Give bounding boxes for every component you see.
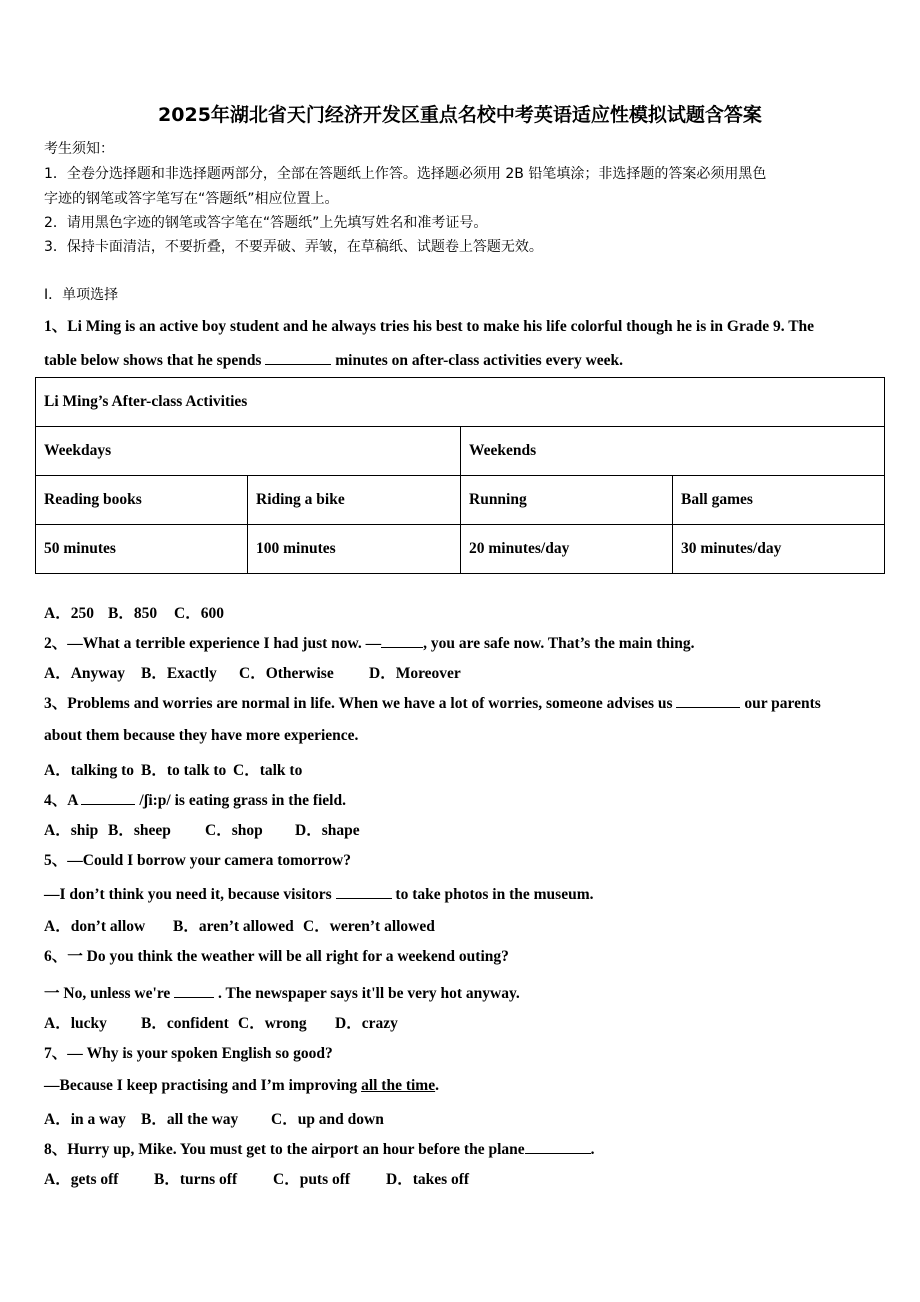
q6-stem-text-a: 一 No, unless we're — [44, 985, 175, 1002]
option[interactable]: A．in a way — [44, 1111, 126, 1128]
q1-stem-line1: 1、Li Ming is an active boy student and he always tries his best to make his life colorful though he is in Grade 9. The — [44, 318, 815, 335]
q1-options — [44, 601, 224, 623]
q8-options — [44, 1167, 469, 1189]
answer-blank — [336, 884, 392, 899]
answer-blank — [381, 633, 423, 648]
q3-stem-line2: about them because they have more experience. — [44, 727, 359, 744]
option[interactable]: C．600 — [174, 605, 224, 622]
option[interactable]: C．weren’t allowed — [303, 918, 435, 935]
option[interactable]: B．aren’t allowed — [173, 918, 294, 935]
q4-stem-text-a: 4、A — [44, 792, 82, 809]
q2-stem-text-a: 2、—What a terrible experience I had just now. — — [44, 635, 382, 652]
q7-underlined-phrase: all the time — [361, 1077, 436, 1094]
q3-stem-text-a: 3、Problems and worries are normal in life. When we have a lot of worries, someone advises us — [44, 695, 677, 712]
option[interactable]: B．Exactly — [141, 665, 217, 682]
option[interactable]: A．lucky — [44, 1015, 107, 1032]
option[interactable]: B．850 — [108, 605, 158, 622]
q7-options — [44, 1107, 384, 1129]
q7-stem-line1: 7、— Why is your spoken English so good? — [44, 1045, 333, 1062]
q5-stem-text-a: —I don’t think you need it, because visitors — [44, 886, 336, 903]
q2-stem-text-b: , you are safe now. That’s the main thing. — [423, 635, 695, 652]
answer-blank — [174, 983, 214, 998]
option[interactable]: D．takes off — [386, 1171, 470, 1188]
option[interactable]: D．shape — [295, 822, 360, 839]
notice-item: 3．保持卡面清洁，不要折叠，不要弄破、弄皱，在草稿纸、试题卷上答题无效。 — [44, 239, 543, 255]
option[interactable]: B．to talk to — [141, 762, 227, 779]
table-row — [36, 427, 885, 476]
q4-stem-text-b: /ʃi:p/ is eating grass in the field. — [135, 792, 346, 809]
notice-item: 1．全卷分选择题和非选择题两部分，全部在答题纸上作答。选择题必须用 2B 铅笔填涂；非选择题的答案必须用黑色 — [44, 166, 767, 182]
option[interactable]: B．confident — [141, 1015, 229, 1032]
table-cell: Ball games — [673, 476, 885, 525]
page-title: 2025年湖北省天门经济开发区重点名校中考英语适应性模拟试题含答案 — [158, 104, 762, 126]
table-caption: Li Ming’s After-class Activities — [36, 378, 885, 427]
q6-options — [44, 1011, 398, 1033]
option[interactable]: C．shop — [205, 822, 263, 839]
q6-stem-text-b: . The newspaper says it'll be very hot anyway. — [214, 985, 520, 1002]
q1-stem-line2 — [44, 350, 623, 370]
q2-options — [44, 661, 461, 683]
q2-stem — [44, 631, 695, 653]
q3-stem-line1 — [44, 691, 821, 713]
q5-stem-text-b: to take photos in the museum. — [391, 886, 594, 903]
answer-blank — [525, 1139, 591, 1154]
option[interactable]: A．don’t allow — [44, 918, 146, 935]
q6-stem-line2 — [44, 981, 520, 1003]
q1-stem-text-b: minutes on after-class activities every week. — [331, 352, 624, 369]
q6-stem-line1: 6、一 Do you think the weather will be all right for a weekend outing? — [44, 948, 509, 965]
q3-options — [44, 758, 302, 780]
q5-stem-line1: 5、—Could I borrow your camera tomorrow? — [44, 852, 351, 869]
q8-stem-text-b: . — [590, 1141, 595, 1158]
option[interactable]: D．crazy — [335, 1015, 398, 1032]
q8-stem — [44, 1137, 595, 1159]
notice-heading: 考生须知： — [44, 141, 114, 157]
option[interactable]: A．ship — [44, 822, 99, 839]
table-group-header: Weekdays — [36, 427, 461, 476]
option[interactable]: A．talking to — [44, 762, 134, 779]
table-cell: Running — [461, 476, 673, 525]
table-cell: 20 minutes/day — [461, 525, 673, 574]
option[interactable]: A．Anyway — [44, 665, 125, 682]
q4-options — [44, 818, 360, 840]
q7-stem-line2 — [44, 1077, 439, 1095]
table-row — [36, 378, 885, 427]
q1-stem-text-a: table below shows that he spends — [44, 352, 266, 369]
q7-stem-text-a: —Because I keep practising and I’m improving — [44, 1077, 362, 1094]
table-row — [36, 476, 885, 525]
table-group-header: Weekends — [461, 427, 885, 476]
answer-blank — [676, 693, 740, 708]
option[interactable]: C．Otherwise — [239, 665, 334, 682]
option[interactable]: A．gets off — [44, 1171, 119, 1188]
answer-blank — [265, 350, 331, 365]
option[interactable]: D．Moreover — [369, 665, 461, 682]
answer-blank — [81, 790, 135, 805]
activities-table — [35, 377, 885, 574]
option[interactable]: C．up and down — [271, 1111, 384, 1128]
section-heading: Ⅰ．单项选择 — [44, 287, 119, 303]
table-row — [36, 525, 885, 574]
option[interactable]: B．sheep — [108, 822, 171, 839]
table-cell: Reading books — [36, 476, 248, 525]
q4-stem — [44, 788, 346, 810]
option[interactable]: C．talk to — [233, 762, 303, 779]
notice-item: 2．请用黑色字迹的钢笔或答字笔在“答题纸”上先填写姓名和准考证号。 — [44, 215, 488, 231]
table-cell: 50 minutes — [36, 525, 248, 574]
option[interactable]: B．all the way — [141, 1111, 239, 1128]
q5-options — [44, 914, 435, 936]
notice-item: 字迹的钢笔或答字笔写在“答题纸”相应位置上。 — [44, 191, 339, 207]
q7-stem-text-b: . — [435, 1077, 439, 1094]
option[interactable]: C．wrong — [238, 1015, 307, 1032]
option[interactable]: A．250 — [44, 605, 94, 622]
q8-stem-text-a: 8、Hurry up, Mike. You must get to the airport an hour before the plane — [44, 1141, 525, 1158]
option[interactable]: C．puts off — [273, 1171, 351, 1188]
table-cell: Riding a bike — [248, 476, 461, 525]
table-cell: 100 minutes — [248, 525, 461, 574]
table-cell: 30 minutes/day — [673, 525, 885, 574]
q3-stem-text-b: our parents — [740, 695, 821, 712]
q5-stem-line2 — [44, 884, 593, 904]
option[interactable]: B．turns off — [154, 1171, 238, 1188]
